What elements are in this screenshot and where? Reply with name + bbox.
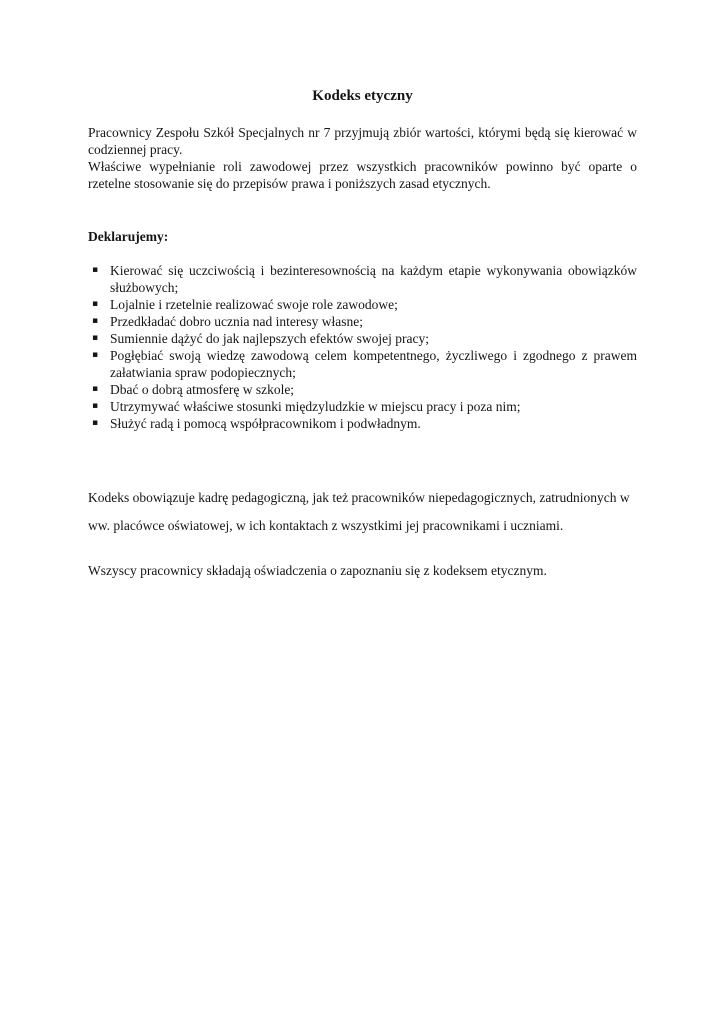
list-item <box>88 313 637 330</box>
square-bullet-icon: ▪ <box>92 350 99 360</box>
intro-paragraph-2: Właściwe wypełnianie roli zawodowej przez wszystkich pracowników powinno być oparte o rzetelne stosowanie się do przepisów prawa i poniższych zasad etycznych. <box>88 159 637 191</box>
list-item-text: Kierować się uczciwością i bezinteresownością na każdym etapie wykonywania obowiązków służbowych; <box>110 263 637 295</box>
declare-heading: Deklarujemy: <box>88 229 169 244</box>
declarations-list <box>88 262 637 432</box>
list-item-text: Pogłębiać swoją wiedzę zawodową celem kompetentnego, życzliwego i zgodnego z prawem załatwiania spraw podopiecznych; <box>110 348 637 380</box>
square-bullet-icon: ▪ <box>92 418 99 428</box>
square-bullet-icon: ▪ <box>92 333 99 343</box>
list-item-text: Lojalnie i rzetelnie realizować swoje role zawodowe; <box>110 297 398 312</box>
square-bullet-icon: ▪ <box>92 384 99 394</box>
list-item <box>88 347 637 381</box>
list-item-text: Przedkładać dobro ucznia nad interesy własne; <box>110 314 364 329</box>
intro-section <box>88 124 637 192</box>
closing-paragraph-2: Wszyscy pracownicy składają oświadczenia o zapoznaniu się z kodeksem etycznym. <box>88 563 547 578</box>
square-bullet-icon: ▪ <box>92 401 99 411</box>
square-bullet-icon: ▪ <box>92 299 99 309</box>
list-item-text: Służyć radą i pomocą współpracownikom i podwładnym. <box>110 416 421 431</box>
list-item-text: Sumiennie dążyć do jak najlepszych efektów swojej pracy; <box>110 331 430 346</box>
document-title: Kodeks etyczny <box>312 88 413 104</box>
intro-paragraph-1: Pracownicy Zespołu Szkół Specjalnych nr 7 przyjmują zbiór wartości, którymi będą się kierować w codziennej pracy. <box>88 125 637 157</box>
square-bullet-icon: ▪ <box>92 265 99 275</box>
list-item <box>88 330 637 347</box>
list-item <box>88 381 637 398</box>
list-item-text: Dbać o dobrą atmosferę w szkole; <box>110 382 295 397</box>
list-item <box>88 262 637 296</box>
closing-paragraph-1: Kodeks obowiązuje kadrę pedagogiczną, jak też pracowników niepedagogicznych, zatrudnionych w ww. placówce oświatowej, w ich kontaktach z wszystkimi jej pracownikami i uczniami. <box>88 490 630 533</box>
square-bullet-icon: ▪ <box>92 316 99 326</box>
list-item <box>88 296 637 313</box>
list-item-text: Utrzymywać właściwe stosunki międzyludzkie w miejscu pracy i poza nim; <box>110 399 521 414</box>
list-item <box>88 415 637 432</box>
list-item <box>88 398 637 415</box>
